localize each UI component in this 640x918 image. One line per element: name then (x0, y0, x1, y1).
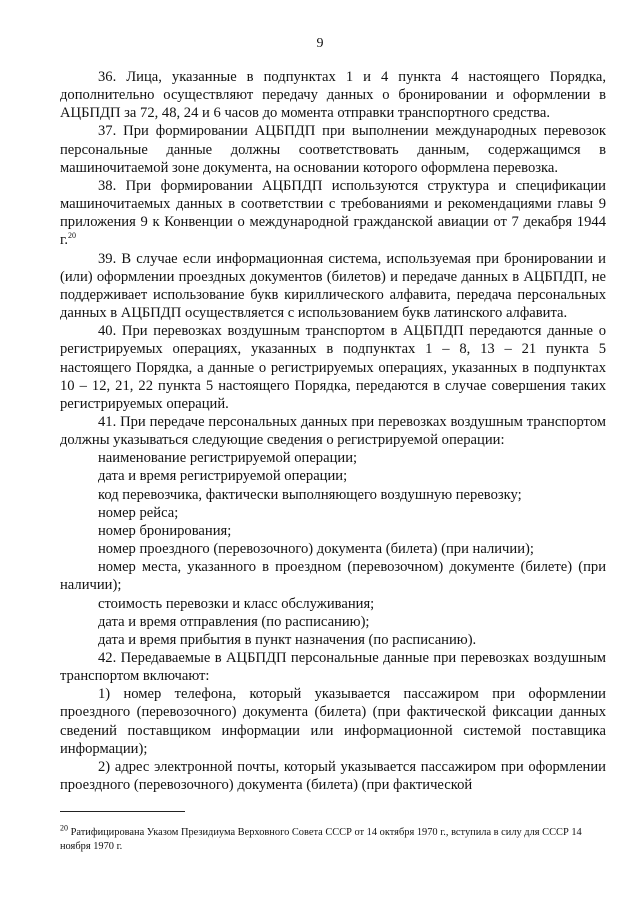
paragraph-text: номер проездного (перевозочного) документа (билета) (при наличии); (98, 541, 534, 558)
body-text (60, 68, 606, 794)
paragraph-text: 41. При передаче персональных данных при перевозках воздушным транспортом должны указываться следующие сведения о регистрируемой операции: (60, 413, 606, 449)
paragraph (60, 758, 606, 794)
paragraph-text: 39. В случае если информационная система, используемая при бронировании и (или) оформлении проездных документов (билетов) и передаче данных в АЦБПДП, не поддерживает использование букв кириллического алфавита, передача персональных данных в АЦБПДП осуществляется с использованием букв латинского алфавита. (60, 250, 606, 322)
paragraph (60, 122, 606, 176)
page-number: 9 (316, 36, 324, 51)
paragraph-text: номер рейса; (98, 504, 179, 521)
footnote-marker: 20 (60, 823, 68, 833)
paragraph-text: 37. При формировании АЦБПДП при выполнении международных перевозок персональные данные должны соответствовать данным, содержащимся в машиночитаемой зоне документа, на основании которого оформлена перевозка. (60, 123, 606, 176)
paragraph-text: стоимость перевозки и класс обслуживания; (98, 595, 375, 612)
paragraph-text: 36. Лица, указанные в подпунктах 1 и 4 пункта 4 настоящего Порядка, дополнительно осуществляют передачу данных о бронировании и оформлении в АЦБПДП за 72, 48, 24 и 6 часов до момента отправки транспортного средства. (60, 69, 606, 122)
paragraph-text: 1) номер телефона, который указывается пассажиром при оформлении проездного (перевозочного) документа (билета) (при фактической фиксации данных сведений поставщиком информации или информационной системой поставщика информации); (60, 686, 606, 757)
footnote-divider (60, 811, 185, 812)
footnote-text: Ратифицирована Указом Президиума Верховного Совета СССР от 14 октября 1970 г., вступила в силу для СССР 14 ноября 1970 г. (60, 827, 582, 852)
footnote-ref: 20 (68, 231, 76, 241)
paragraph (60, 68, 606, 122)
list-item (60, 613, 606, 631)
paragraph-text: наименование регистрируемой операции; (98, 450, 358, 467)
paragraph-text: 38. При формировании АЦБПДП используются структура и спецификации машиночитаемых данных в соответствии с требованиями и рекомендациями главы 9 приложения 9 к Конвенции о международной гражданской авиации от 7 декабря 1944 г. (60, 177, 606, 249)
paragraph-text: дата и время регистрируемой операции; (98, 468, 348, 485)
paragraph-text: 42. Передаваемые в АЦБПДП персональные данные при перевозках воздушным транспортом включают: (60, 650, 606, 685)
paragraph-text: код перевозчика, фактически выполняющего воздушную перевозку; (98, 486, 522, 503)
paragraph (60, 322, 606, 413)
list-item (60, 467, 606, 485)
paragraph (60, 177, 606, 250)
list-item (60, 522, 606, 540)
list-item (60, 595, 606, 613)
paragraph (60, 649, 606, 685)
footnote (60, 823, 610, 854)
list-item (60, 449, 606, 467)
list-item (60, 631, 606, 649)
paragraph-text: 2) адрес электронной почты, который указывается пассажиром при оформлении проездного (перевозочного) документа (билета) (при фактической (60, 758, 606, 794)
list-item (60, 504, 606, 522)
paragraph-text: номер места, указанного в проездном (перевозочном) документе (билете) (при наличии); (60, 559, 606, 594)
paragraph (60, 685, 606, 758)
list-item (60, 540, 606, 558)
paragraph-text: номер бронирования; (98, 522, 232, 539)
paragraph (60, 250, 606, 323)
list-item (60, 558, 606, 594)
paragraph-text: дата и время прибытия в пункт назначения (по расписанию). (98, 631, 477, 648)
list-item (60, 486, 606, 504)
paragraph-text: 40. При перевозках воздушным транспортом в АЦБПДП передаются данные о регистрируемых операциях, указанных в подпунктах 1 – 8, 13 – 21 пункта 5 настоящего Порядка, а данные о регистрируемых операциях, указанных в подпунктах 10 – 12, 21, 22 пункта 5 настоящего Порядка, передаются в случае совершения таких регистрируемых операций. (60, 323, 606, 412)
paragraph (60, 413, 606, 449)
paragraph-text: дата и время отправления (по расписанию); (98, 613, 370, 630)
